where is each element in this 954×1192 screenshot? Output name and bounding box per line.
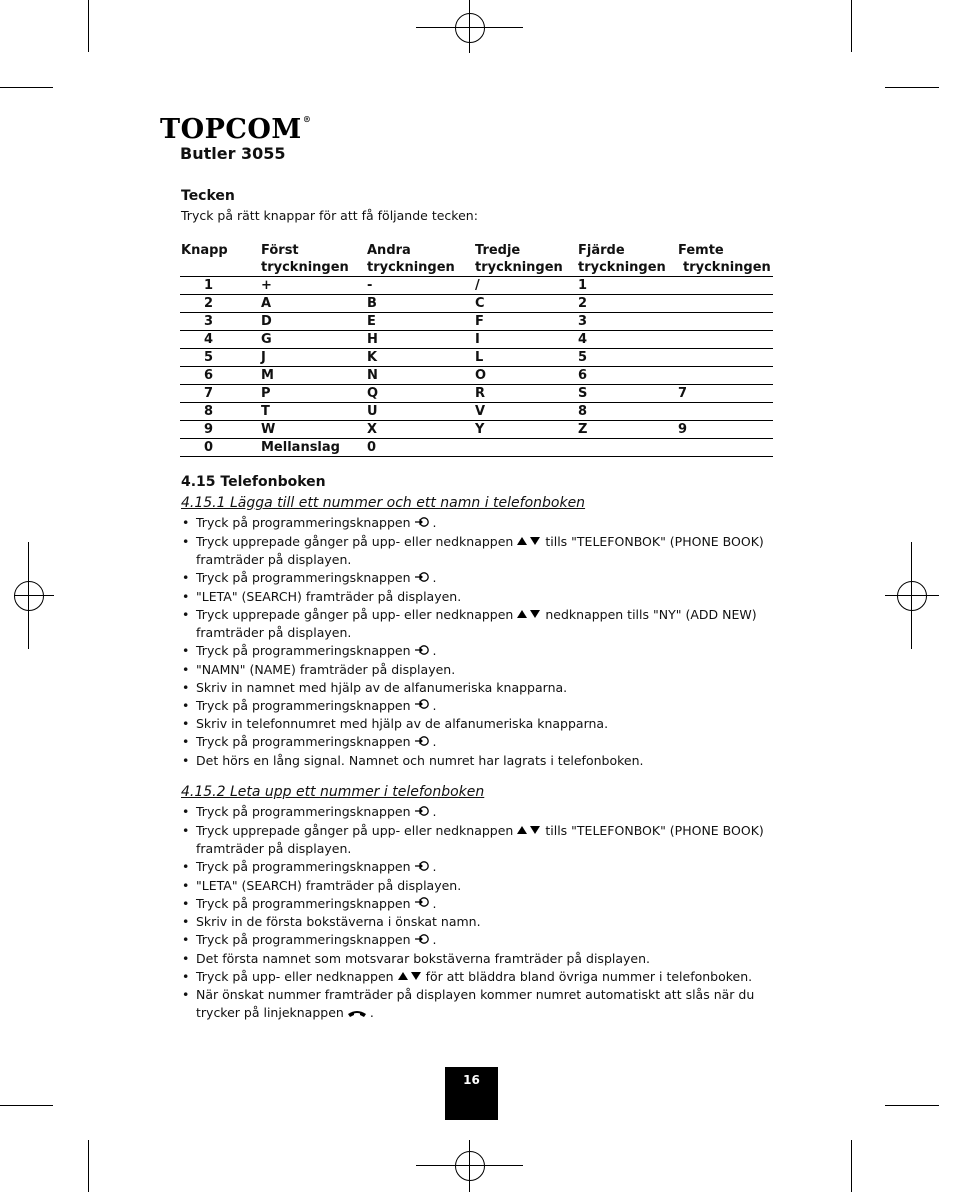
program-key-icon bbox=[414, 734, 430, 752]
step-text-after: . bbox=[432, 804, 437, 819]
list-item bbox=[181, 931, 771, 950]
list-item bbox=[181, 968, 771, 987]
column-header: Knapp bbox=[181, 243, 228, 258]
step-text: Tryck på programmeringsknappen bbox=[196, 895, 411, 911]
step-text: Tryck på programmeringsknappen bbox=[196, 734, 411, 749]
step-text: "LETA" (SEARCH) framträder på displayen. bbox=[196, 877, 462, 893]
list-item bbox=[181, 588, 771, 606]
registration-mark bbox=[14, 581, 44, 611]
registration-mark bbox=[455, 1151, 485, 1181]
char-cell: 0 bbox=[366, 439, 474, 457]
program-key-icon bbox=[414, 859, 430, 877]
key-cell: 6 bbox=[180, 367, 260, 385]
step-text: Tryck på programmeringsknappen bbox=[196, 515, 411, 530]
step-text: Tryck på programmeringsknappen bbox=[196, 859, 411, 874]
char-cell: 7 bbox=[677, 385, 773, 403]
crop-mark bbox=[0, 1105, 53, 1106]
column-header: tryckningen bbox=[474, 259, 577, 277]
char-cell: K bbox=[366, 349, 474, 367]
step-text-after: . bbox=[432, 734, 437, 749]
key-cell: 5 bbox=[180, 349, 260, 367]
list-item bbox=[181, 514, 771, 533]
step-text-after: . bbox=[432, 515, 437, 530]
character-table bbox=[180, 242, 773, 457]
list-item bbox=[181, 642, 771, 661]
char-cell: R bbox=[474, 385, 577, 403]
column-header: Fjärde bbox=[578, 243, 625, 258]
brand-logo: TOPCOM® bbox=[160, 114, 312, 145]
steps-list-add bbox=[181, 514, 771, 770]
key-cell: 7 bbox=[180, 385, 260, 403]
step-text: Tryck på programmeringsknappen bbox=[196, 697, 411, 713]
column-header: Tredje bbox=[475, 243, 521, 258]
char-cell: W bbox=[260, 421, 366, 439]
step-text: "NAMN" (NAME) framträder på displayen. bbox=[196, 661, 456, 677]
char-cell bbox=[677, 403, 773, 421]
step-text-after: . bbox=[432, 697, 437, 713]
char-cell: H bbox=[366, 331, 474, 349]
crop-mark bbox=[885, 1105, 939, 1106]
step-text-after: . bbox=[432, 895, 437, 911]
table-row bbox=[180, 439, 773, 457]
step-text-after: för att bläddra bland övriga nummer i telefonboken. bbox=[425, 968, 753, 984]
char-cell: F bbox=[474, 313, 577, 331]
column-header: tryckningen bbox=[677, 259, 773, 277]
step-text-after: nedknappen tills "NY" (ADD NEW) framträder på displayen. bbox=[196, 606, 757, 640]
key-cell: 0 bbox=[180, 439, 260, 457]
subsection-title-add: 4.15.1 Lägga till ett nummer och ett namn i telefonboken bbox=[181, 495, 586, 511]
program-key-icon bbox=[414, 932, 430, 950]
char-cell: 6 bbox=[577, 367, 677, 385]
char-cell: Q bbox=[366, 385, 474, 403]
model-name: Butler 3055 bbox=[180, 144, 286, 163]
char-cell: E bbox=[366, 313, 474, 331]
char-cell: - bbox=[366, 277, 474, 295]
step-text: Tryck på programmeringsknappen bbox=[196, 804, 411, 819]
key-cell: 1 bbox=[180, 277, 260, 295]
registration-mark bbox=[455, 13, 485, 43]
step-text: Tryck upprepade gånger på upp- eller nedknappen bbox=[196, 533, 514, 549]
table-row bbox=[180, 277, 773, 295]
char-cell: S bbox=[577, 385, 677, 403]
step-text-after: . bbox=[432, 932, 437, 947]
step-text: Tryck upprepade gånger på upp- eller nedknappen bbox=[196, 822, 514, 838]
step-text: Tryck på upp- eller nedknappen bbox=[196, 968, 394, 984]
steps-list-find bbox=[181, 803, 771, 1023]
step-text: Tryck på programmeringsknappen bbox=[196, 643, 411, 658]
list-item bbox=[181, 697, 771, 716]
char-cell: / bbox=[474, 277, 577, 295]
char-cell bbox=[677, 277, 773, 295]
program-key-icon bbox=[414, 570, 430, 588]
up-down-icon bbox=[516, 822, 542, 840]
char-cell: L bbox=[474, 349, 577, 367]
char-cell: 2 bbox=[577, 295, 677, 313]
table-header-row bbox=[180, 259, 773, 277]
table-header-row bbox=[180, 242, 773, 259]
step-text: Tryck upprepade gånger på upp- eller nedknappen bbox=[196, 606, 514, 622]
char-cell bbox=[577, 439, 677, 457]
program-key-icon bbox=[414, 697, 430, 715]
step-text: Tryck på programmeringsknappen bbox=[196, 932, 411, 947]
list-item bbox=[181, 733, 771, 752]
char-cell: X bbox=[366, 421, 474, 439]
char-cell: D bbox=[260, 313, 366, 331]
char-cell: C bbox=[474, 295, 577, 313]
char-cell: 9 bbox=[677, 421, 773, 439]
program-key-icon bbox=[414, 895, 430, 913]
table-row bbox=[180, 295, 773, 313]
char-cell: 3 bbox=[577, 313, 677, 331]
list-item bbox=[181, 822, 771, 859]
up-down-icon bbox=[516, 606, 542, 624]
key-cell: 8 bbox=[180, 403, 260, 421]
key-cell: 3 bbox=[180, 313, 260, 331]
char-cell: N bbox=[366, 367, 474, 385]
step-text: Tryck på programmeringsknappen bbox=[196, 570, 411, 585]
char-cell: T bbox=[260, 403, 366, 421]
step-text-after: tills "TELEFONBOK" (PHONE BOOK) framträder på displayen. bbox=[196, 533, 764, 567]
list-item bbox=[181, 895, 771, 914]
list-item bbox=[181, 715, 771, 733]
column-header: Andra bbox=[367, 243, 411, 258]
step-text-after: tills "TELEFONBOK" (PHONE BOOK) framträder på displayen. bbox=[196, 822, 764, 856]
characters-intro: Tryck på rätt knappar för att få följande tecken: bbox=[181, 208, 478, 223]
char-cell bbox=[677, 295, 773, 313]
table-row bbox=[180, 421, 773, 439]
subsection-title-find: 4.15.2 Leta upp ett nummer i telefonboken bbox=[181, 784, 485, 800]
step-text-after: . bbox=[432, 570, 437, 585]
section-title: 4.15 Telefonboken bbox=[181, 474, 326, 490]
crop-mark bbox=[885, 87, 939, 88]
list-item bbox=[181, 913, 771, 931]
char-cell bbox=[677, 367, 773, 385]
char-cell: 1 bbox=[577, 277, 677, 295]
char-cell: M bbox=[260, 367, 366, 385]
char-cell bbox=[677, 349, 773, 367]
key-cell: 4 bbox=[180, 331, 260, 349]
crop-mark bbox=[0, 87, 53, 88]
registration-mark bbox=[897, 581, 927, 611]
crop-mark bbox=[88, 0, 89, 52]
step-text: Det hörs en lång signal. Namnet och numret har lagrats i telefonboken. bbox=[196, 752, 644, 768]
table-row bbox=[180, 367, 773, 385]
char-cell: Mellanslag bbox=[260, 439, 366, 457]
char-cell: 5 bbox=[577, 349, 677, 367]
list-item bbox=[181, 606, 771, 643]
list-item bbox=[181, 679, 771, 697]
char-cell: I bbox=[474, 331, 577, 349]
list-item bbox=[181, 950, 771, 968]
char-cell: U bbox=[366, 403, 474, 421]
list-item bbox=[181, 533, 771, 570]
step-text: "LETA" (SEARCH) framträder på displayen. bbox=[196, 588, 462, 604]
characters-heading: Tecken bbox=[181, 188, 235, 204]
crop-mark bbox=[88, 1140, 89, 1192]
char-cell bbox=[677, 313, 773, 331]
char-cell: P bbox=[260, 385, 366, 403]
step-text: Skriv in de första bokstäverna i önskat namn. bbox=[196, 914, 481, 929]
column-header: tryckningen bbox=[366, 259, 474, 277]
column-header bbox=[180, 259, 260, 277]
list-item bbox=[181, 661, 771, 679]
char-cell: J bbox=[260, 349, 366, 367]
list-item bbox=[181, 803, 771, 822]
up-down-icon bbox=[397, 968, 423, 986]
table-row bbox=[180, 349, 773, 367]
table-row bbox=[180, 331, 773, 349]
page-number: 16 bbox=[445, 1067, 498, 1120]
crop-mark bbox=[851, 0, 852, 52]
char-cell: + bbox=[260, 277, 366, 295]
list-item bbox=[181, 569, 771, 588]
step-text-after: . bbox=[369, 1005, 374, 1020]
char-cell: V bbox=[474, 403, 577, 421]
char-cell bbox=[474, 439, 577, 457]
list-item bbox=[181, 986, 771, 1023]
program-key-icon bbox=[414, 804, 430, 822]
char-cell: B bbox=[366, 295, 474, 313]
step-text-after: . bbox=[432, 643, 437, 658]
key-cell: 2 bbox=[180, 295, 260, 313]
char-cell: G bbox=[260, 331, 366, 349]
column-header: Femte bbox=[678, 243, 724, 258]
column-header: Först bbox=[261, 243, 299, 258]
char-cell: 8 bbox=[577, 403, 677, 421]
char-cell: A bbox=[260, 295, 366, 313]
step-text: Det första namnet som motsvarar bokstäverna framträder på displayen. bbox=[196, 950, 650, 966]
column-header: tryckningen bbox=[260, 259, 366, 277]
key-cell: 9 bbox=[180, 421, 260, 439]
table-row bbox=[180, 313, 773, 331]
char-cell bbox=[677, 439, 773, 457]
step-text: Skriv in namnet med hjälp av de alfanumeriska knapparna. bbox=[196, 679, 568, 695]
char-cell: O bbox=[474, 367, 577, 385]
step-text-after: . bbox=[432, 859, 437, 874]
list-item bbox=[181, 752, 771, 770]
list-item bbox=[181, 877, 771, 895]
char-cell: Z bbox=[577, 421, 677, 439]
column-header: tryckningen bbox=[577, 259, 677, 277]
list-item bbox=[181, 858, 771, 877]
table-row bbox=[180, 385, 773, 403]
step-text: Skriv in telefonnumret med hjälp av de alfanumeriska knapparna. bbox=[196, 716, 609, 731]
char-cell: Y bbox=[474, 421, 577, 439]
step-text: När önskat nummer framträder på displayen kommer numret automatiskt att slås när du trycker på linjeknappen bbox=[196, 987, 755, 1020]
crop-mark bbox=[851, 1140, 852, 1192]
up-down-icon bbox=[516, 533, 542, 551]
table-row bbox=[180, 403, 773, 421]
program-key-icon bbox=[414, 515, 430, 533]
handset-icon bbox=[347, 1005, 367, 1023]
char-cell: 4 bbox=[577, 331, 677, 349]
char-cell bbox=[677, 331, 773, 349]
program-key-icon bbox=[414, 643, 430, 661]
